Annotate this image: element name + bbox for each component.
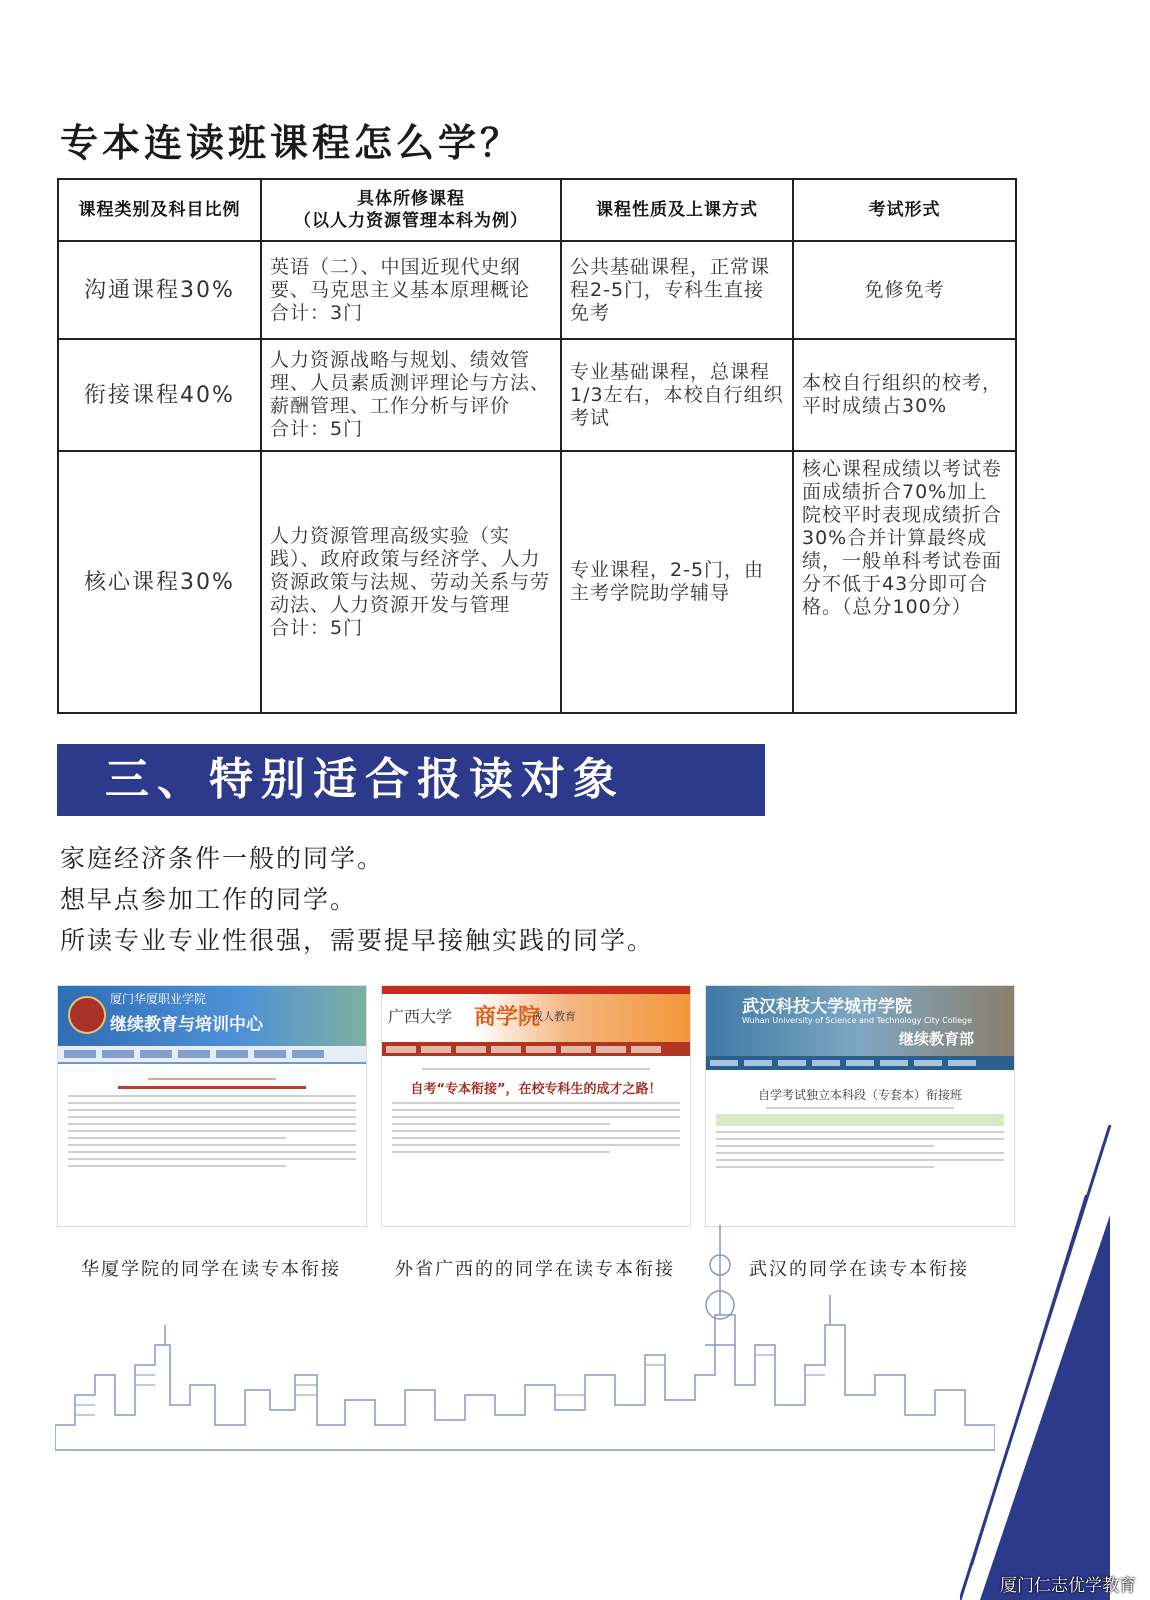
table-row [58,241,1016,339]
audience-list [60,838,654,961]
site-tag: 成人教育 [532,1010,576,1023]
list-item: 所读专业专业性很强，需要提早接触实践的同学。 [60,926,655,955]
course-table [57,178,1017,714]
row-exam [793,451,1016,713]
site-article [58,1064,366,1182]
caption-guangxi: 外省广西的的同学在读专本衔接 [395,1259,675,1280]
row-courses-list: 人力资源管理高级实验（实践）、政府政策与经济学、人力资源政策与法规、劳动关系与劳动法、人力资源开发与管理 [270,524,551,616]
row-courses [261,339,561,451]
table-row [58,451,1016,713]
row-exam: 本校自行组织的校考，平时成绩占30% [793,339,1016,451]
site-school-name: 商学院 [474,1005,541,1030]
site-school-name: 厦门华厦职业学院 [110,992,207,1006]
caption-huaxia: 华厦学院的同学在读专本衔接 [81,1259,341,1280]
site-nav [382,1042,690,1056]
site-dept-name: 继续教育部 [898,1030,974,1048]
row-courses-total: 合计：5门 [270,418,364,440]
row-category: 核心课程30% [58,451,261,713]
watermark: 厦门仁志优学教育 [1000,1576,1136,1596]
header-courses-line2: （以人力资源管理本科为例） [294,211,528,231]
site-nav [706,1056,1014,1070]
screenshot-huaxia [57,985,367,1227]
caption-wuhan: 武汉的同学在读专本衔接 [749,1259,969,1280]
site-headline: 自学考试独立本科段（专套本）衔接班 [757,1088,962,1102]
row-category: 衔接课程40% [58,339,261,451]
corner-triangle-decoration [960,1125,1150,1600]
section-banner: 三、特别适合报读对象 [57,744,765,816]
page-title: 专本连读班课程怎么学？ [60,121,523,165]
site-university-en: Wuhan University of Science and Technology City College [742,1016,973,1025]
site-article [382,1056,690,1166]
table-row [58,339,1016,451]
list-item: 想早点参加工作的同学。 [60,885,358,914]
header-nature: 课程性质及上课方式 [561,179,793,241]
row-courses-total: 合计：3门 [270,301,364,324]
site-header [706,986,1014,1056]
row-exam: 免修免考 [793,241,1016,339]
header-courses-line1: 具体所修课程 [357,189,465,209]
row-exam-line2: 30%合并计算最终成绩，一般单科考试卷面分不低于43分即可合格。（总分100分） [802,527,1003,618]
city-skyline-illustration [55,1225,995,1455]
header-category: 课程类别及科目比例 [58,179,261,241]
row-courses-total: 合计：5门 [270,616,364,639]
header-exam: 考试形式 [793,179,1016,241]
site-header [382,994,690,1042]
row-courses [261,241,561,339]
row-nature: 专业课程，2-5门，由主考学院助学辅导 [561,451,793,713]
list-item: 家庭经济条件一般的同学。 [60,844,385,873]
screenshot-guangxi [381,985,691,1227]
table-header-row [58,179,1016,241]
row-category: 沟通课程30% [58,241,261,339]
site-header [58,986,366,1046]
row-nature: 专业基础课程，总课程1/3左右，本校自行组织考试 [561,339,793,451]
site-center-name: 继续教育与培训中心 [110,1015,263,1035]
header-courses [261,179,561,241]
row-exam-line1: 核心课程成绩以考试卷面成绩折合70%加上院校平时表现成绩折合 [802,458,1003,526]
site-university-name: 武汉科技大学城市学院 [742,997,912,1017]
site-headline: 自考“专本衔接”，在校专科生的成才之路！ [410,1082,662,1097]
row-courses-list: 英语（二）、中国近现代史纲要、马克思主义基本原理概论 [270,255,531,301]
row-courses-list: 人力资源战略与规划、绩效管理、人员素质测评理论与方法、薪酬管理、工作分析与评价 [270,349,551,417]
row-courses [261,451,561,713]
site-university-name: 广西大学 [388,1007,453,1026]
site-nav [58,1046,366,1064]
school-logo-icon [68,996,106,1034]
row-nature: 公共基础课程，正常课程2-5门，专科生直接免考 [561,241,793,339]
